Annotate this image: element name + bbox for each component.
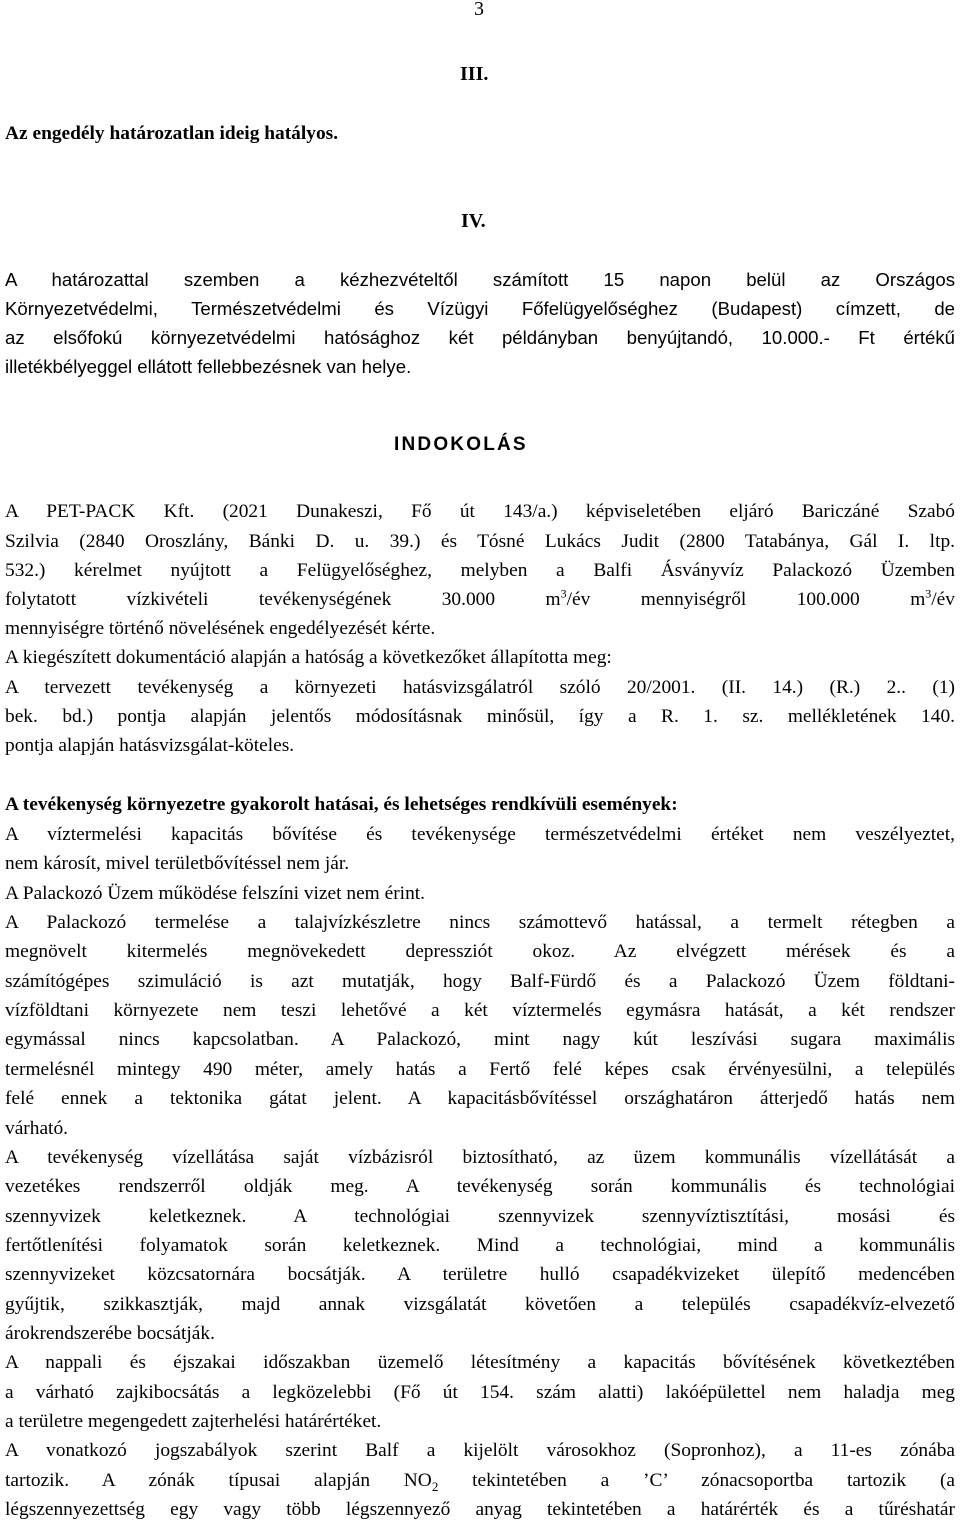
indoklas-heading: INDOKOLÁS — [394, 434, 528, 455]
effects-line: nem károsít, mivel területbővítéssel nem jár. — [5, 853, 350, 874]
effects-line: szennyvizek keletkeznek. A technológiai szennyvizek szennyvíztisztítási, mosási és — [5, 1206, 955, 1227]
section-iv-heading: IV. — [461, 210, 486, 232]
effects-line: felé ennek a tektonika gátat jelent. A kapacitásbővítéssel országhatáron átterjedő hatás nem — [5, 1088, 955, 1109]
effects-line: A Palackozó Üzem működése felszíni vizet nem érint. — [5, 883, 425, 904]
finding-line: pontja alapján hatásvizsgálat-köteles. — [5, 735, 295, 756]
effects-line: a területre megengedett zajterhelési határértéket. — [5, 1411, 382, 1432]
effects-line: fertőtlenítési folyamatok során keletkeznek. Mind a technológiai, mind a kommunális — [5, 1235, 955, 1256]
effects-line: A nappali és éjszakai időszakban üzemelő létesítmény a kapacitás bővítésének következtében — [5, 1352, 955, 1373]
line-text: /év — [931, 589, 955, 610]
indoklas-line: 532.) kérelmet nyújtott a Felügyelőséghez, melyben a Balfi Ásványvíz Palackozó Üzemben — [5, 560, 955, 581]
section-iv-line: A határozattal szemben a kézhezvételtől számított 15 napon belül az Országos — [5, 269, 955, 290]
effects-line — [5, 1466, 955, 1495]
effects-line: egymással nincs kapcsolatban. A Palackozó, mint nagy kút leszívási sugara maximális — [5, 1029, 955, 1050]
page-number: 3 — [474, 0, 484, 20]
line-text: folytatott vízkivételi tevékenységének 30.000 m — [5, 589, 561, 610]
effects-line: szennyvizeket közcsatornára bocsátják. A területre hulló csapadékvizeket ülepítő medencében — [5, 1264, 955, 1285]
finding-line: A kiegészített dokumentáció alapján a hatóság a következőket állapította meg: — [5, 647, 612, 668]
line-text: tartozik. A zónák típusai alapján NO — [5, 1470, 432, 1491]
effects-line: A Palackozó termelése a talajvízkészletre nincs számottevő hatással, a termelt rétegben a — [5, 912, 955, 933]
section-iv-line: az elsőfokú környezetvédelmi hatósághoz két példányban benyújtandó, 10.000.- Ft értékű — [5, 327, 955, 348]
effects-line: vezetékes rendszerről oldják meg. A tevékenység során kommunális és technológiai — [5, 1176, 955, 1197]
effects-heading: A tevékenység környezetre gyakorolt hatásai, és lehetséges rendkívüli események: — [5, 794, 678, 815]
section-iv-line: Környezetvédelmi, Természetvédelmi és Vízügyi Főfelügyelőséghez (Budapest) címzett, de — [5, 298, 955, 319]
indoklas-line: Szilvia (2840 Oroszlány, Bánki D. u. 39.) és Tósné Lukács Judit (2800 Tatabánya, Gál I. ltp. — [5, 531, 955, 552]
effects-line: A vonatkozó jogszabályok szerint Balf a kijelölt városokhoz (Sopronhoz), a 11-es zónába — [5, 1440, 955, 1461]
effects-line: A tevékenység vízellátása saját vízbázisról biztosítható, az üzem kommunális vízellátását a — [5, 1147, 955, 1168]
finding-line: A tervezett tevékenység a környezeti hatásvizsgálatról szóló 20/2001. (II. 14.) (R.) 2.. (1) — [5, 677, 955, 698]
section-iii-heading: III. — [460, 63, 489, 85]
section-iii-text: Az engedély határozatlan ideig hatályos. — [5, 123, 339, 144]
indoklas-line — [5, 614, 955, 643]
section-iv-line: illetékbélyeggel ellátott fellebbezésnek van helye. — [5, 356, 412, 377]
effects-line: várható. — [5, 1118, 68, 1139]
superscript: 3 — [925, 586, 932, 601]
indoklas-line-with-units — [5, 585, 955, 614]
effects-line: légszennyezettség egy vagy több légszennyező anyag tekintetében a határérték és a tűréshatár — [5, 1499, 955, 1520]
effects-line: gyűjtik, szikkasztják, majd annak vizsgálatát követően a település csapadékvíz-elvezető — [5, 1294, 955, 1315]
line-text: mennyiségre történő növelésének engedélyezését kérte. — [5, 618, 436, 639]
superscript: 3 — [560, 586, 567, 601]
subscript: 2 — [431, 1478, 439, 1494]
line-text: tekintetében a ’C’ zónacsoportba tartozik (a — [438, 1470, 956, 1491]
effects-line: vízföldtani környezete nem teszi lehetővé a két víztermelés egymásra hatását, a két rendszer — [5, 1000, 955, 1021]
effects-line: számítógépes szimuláció is azt mutatják, hogy Balf-Fürdő és a Palackozó Üzem földtani- — [5, 971, 955, 992]
effects-line: árokrendszerébe bocsátják. — [5, 1323, 215, 1344]
effects-line: A víztermelési kapacitás bővítése és tevékenysége természetvédelmi értéket nem veszélyeztet, — [5, 824, 955, 845]
line-text: /év mennyiségről 100.000 m — [566, 589, 926, 610]
finding-line: bek. bd.) pontja alapján jelentős módosításnak minősül, így a R. 1. sz. mellékletének 140. — [5, 706, 955, 727]
effects-line: megnövelt kitermelés megnövekedett depressziót okoz. Az elvégzett mérések és a — [5, 941, 955, 962]
indoklas-line: A PET-PACK Kft. (2021 Dunakeszi, Fő út 143/a.) képviseletében eljáró Bariczáné Szabó — [5, 501, 955, 522]
effects-line: a várható zajkibocsátás a legközelebbi (Fő út 154. szám alatti) lakóépülettel nem haladja meg — [5, 1382, 955, 1403]
effects-line: termelésnél mintegy 490 méter, amely hatás a Fertő felé képes csak érvényesülni, a település — [5, 1059, 955, 1080]
